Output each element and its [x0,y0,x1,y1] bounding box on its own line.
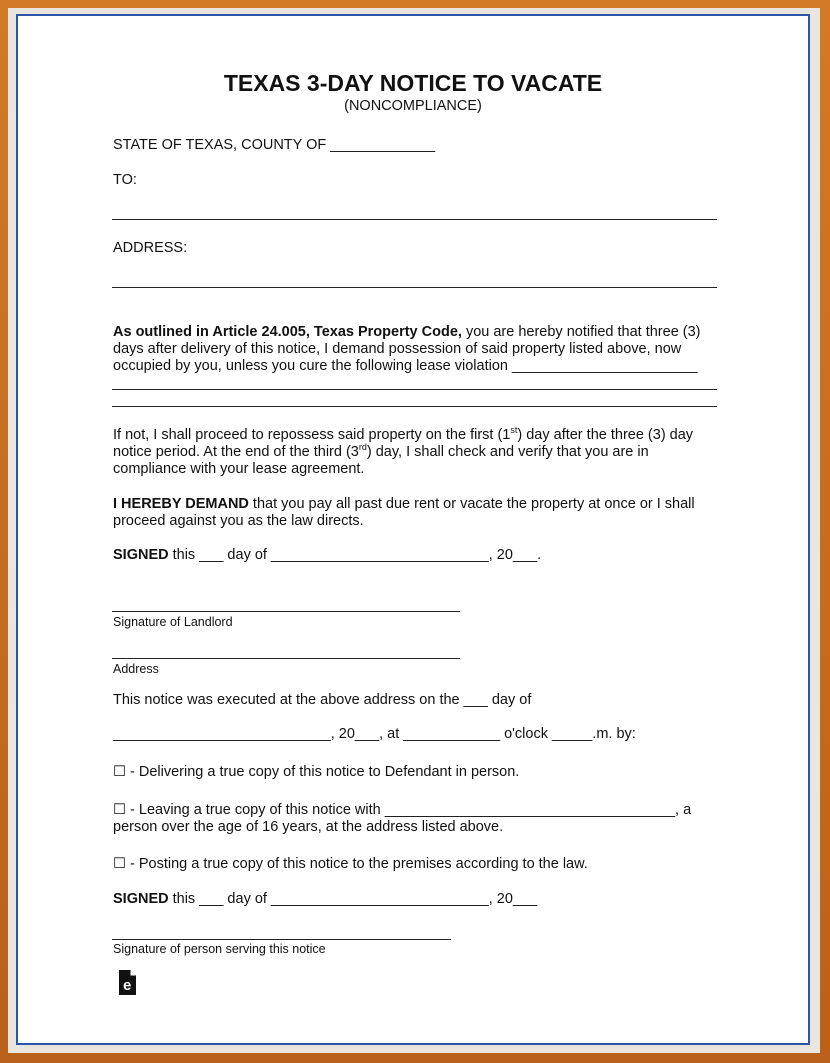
date-time-line: ___________________________, 20___, at ____________ o'clock _____.m. by: [113,726,636,742]
signed-text-1: this ___ day of ___________________________, 20___. [168,547,542,563]
demand-lead: I HEREBY DEMAND [113,496,249,512]
notice-body: you are hereby notified that three (3) days after delivery of this notice, I demand possession of said property listed above, now occupied by you, unless you cure the following lease violation _______________________ [113,324,701,374]
repossess-text-a: If not, I shall proceed to repossess said property on the first (1 [113,427,511,443]
document-subtitle: (NONCOMPLIANCE) [344,98,482,114]
landlord-signature-label: Signature of Landlord [113,615,233,629]
county-line: STATE OF TEXAS, COUNTY OF _____________ [113,137,436,153]
violation-line-1 [112,389,717,390]
address-label: ADDRESS: [113,240,188,256]
option-deliver-text: - Delivering a true copy of this notice to Defendant in person. [126,764,520,780]
repossess-text-b: ) day after the three (3) day notice period. At the end of the third (3 [113,427,694,460]
option-leave-text: - Leaving a true copy of this notice with ____________________________________, a person over the age of 16 years, at the address listed above. [113,802,692,835]
checkbox-deliver[interactable]: ☐ [113,764,126,780]
address-signature-label: Address [113,662,159,676]
paragraph-demand [113,496,723,530]
signed-text-2: this ___ day of ___________________________, 20___ [168,891,538,907]
signed-line-1 [113,547,541,563]
signed-label-2: SIGNED [113,891,169,907]
repossess-text-c: ) day, I shall check and verify that you are in compliance with your lease agreement. [113,444,649,477]
checkbox-post[interactable]: ☐ [113,856,126,872]
repossess-sup-rd: rd [358,442,367,453]
to-label: TO: [113,172,137,188]
option-deliver [113,764,519,780]
notice-lead: As outlined in Article 24.005, Texas Property Code, [113,324,462,340]
option-post [113,856,588,872]
option-leave [113,802,723,836]
signed-label-1: SIGNED [113,547,169,563]
executed-line: This notice was executed at the above address on the ___ day of [113,692,532,708]
document-logo-icon [118,969,137,996]
address-line [112,287,717,288]
document-title: TEXAS 3-DAY NOTICE TO VACATE [223,70,603,96]
logo-letter: e [123,977,132,994]
landlord-signature-line [112,611,460,612]
document-page [16,14,810,1045]
to-line [112,219,717,220]
violation-line-2 [112,406,717,407]
paragraph-notice [113,324,723,375]
signed-line-2 [113,891,537,907]
repossess-sup-st: st [510,425,518,436]
paragraph-repossess [113,427,723,478]
server-signature-line [112,939,451,940]
checkbox-leave[interactable]: ☐ [113,802,126,818]
demand-body: that you pay all past due rent or vacate the property at once or I shall proceed against you as the law directs. [113,496,695,529]
server-signature-label: Signature of person serving this notice [113,942,326,956]
address-signature-line [112,658,460,659]
option-post-text: - Posting a true copy of this notice to the premises according to the law. [126,856,588,872]
